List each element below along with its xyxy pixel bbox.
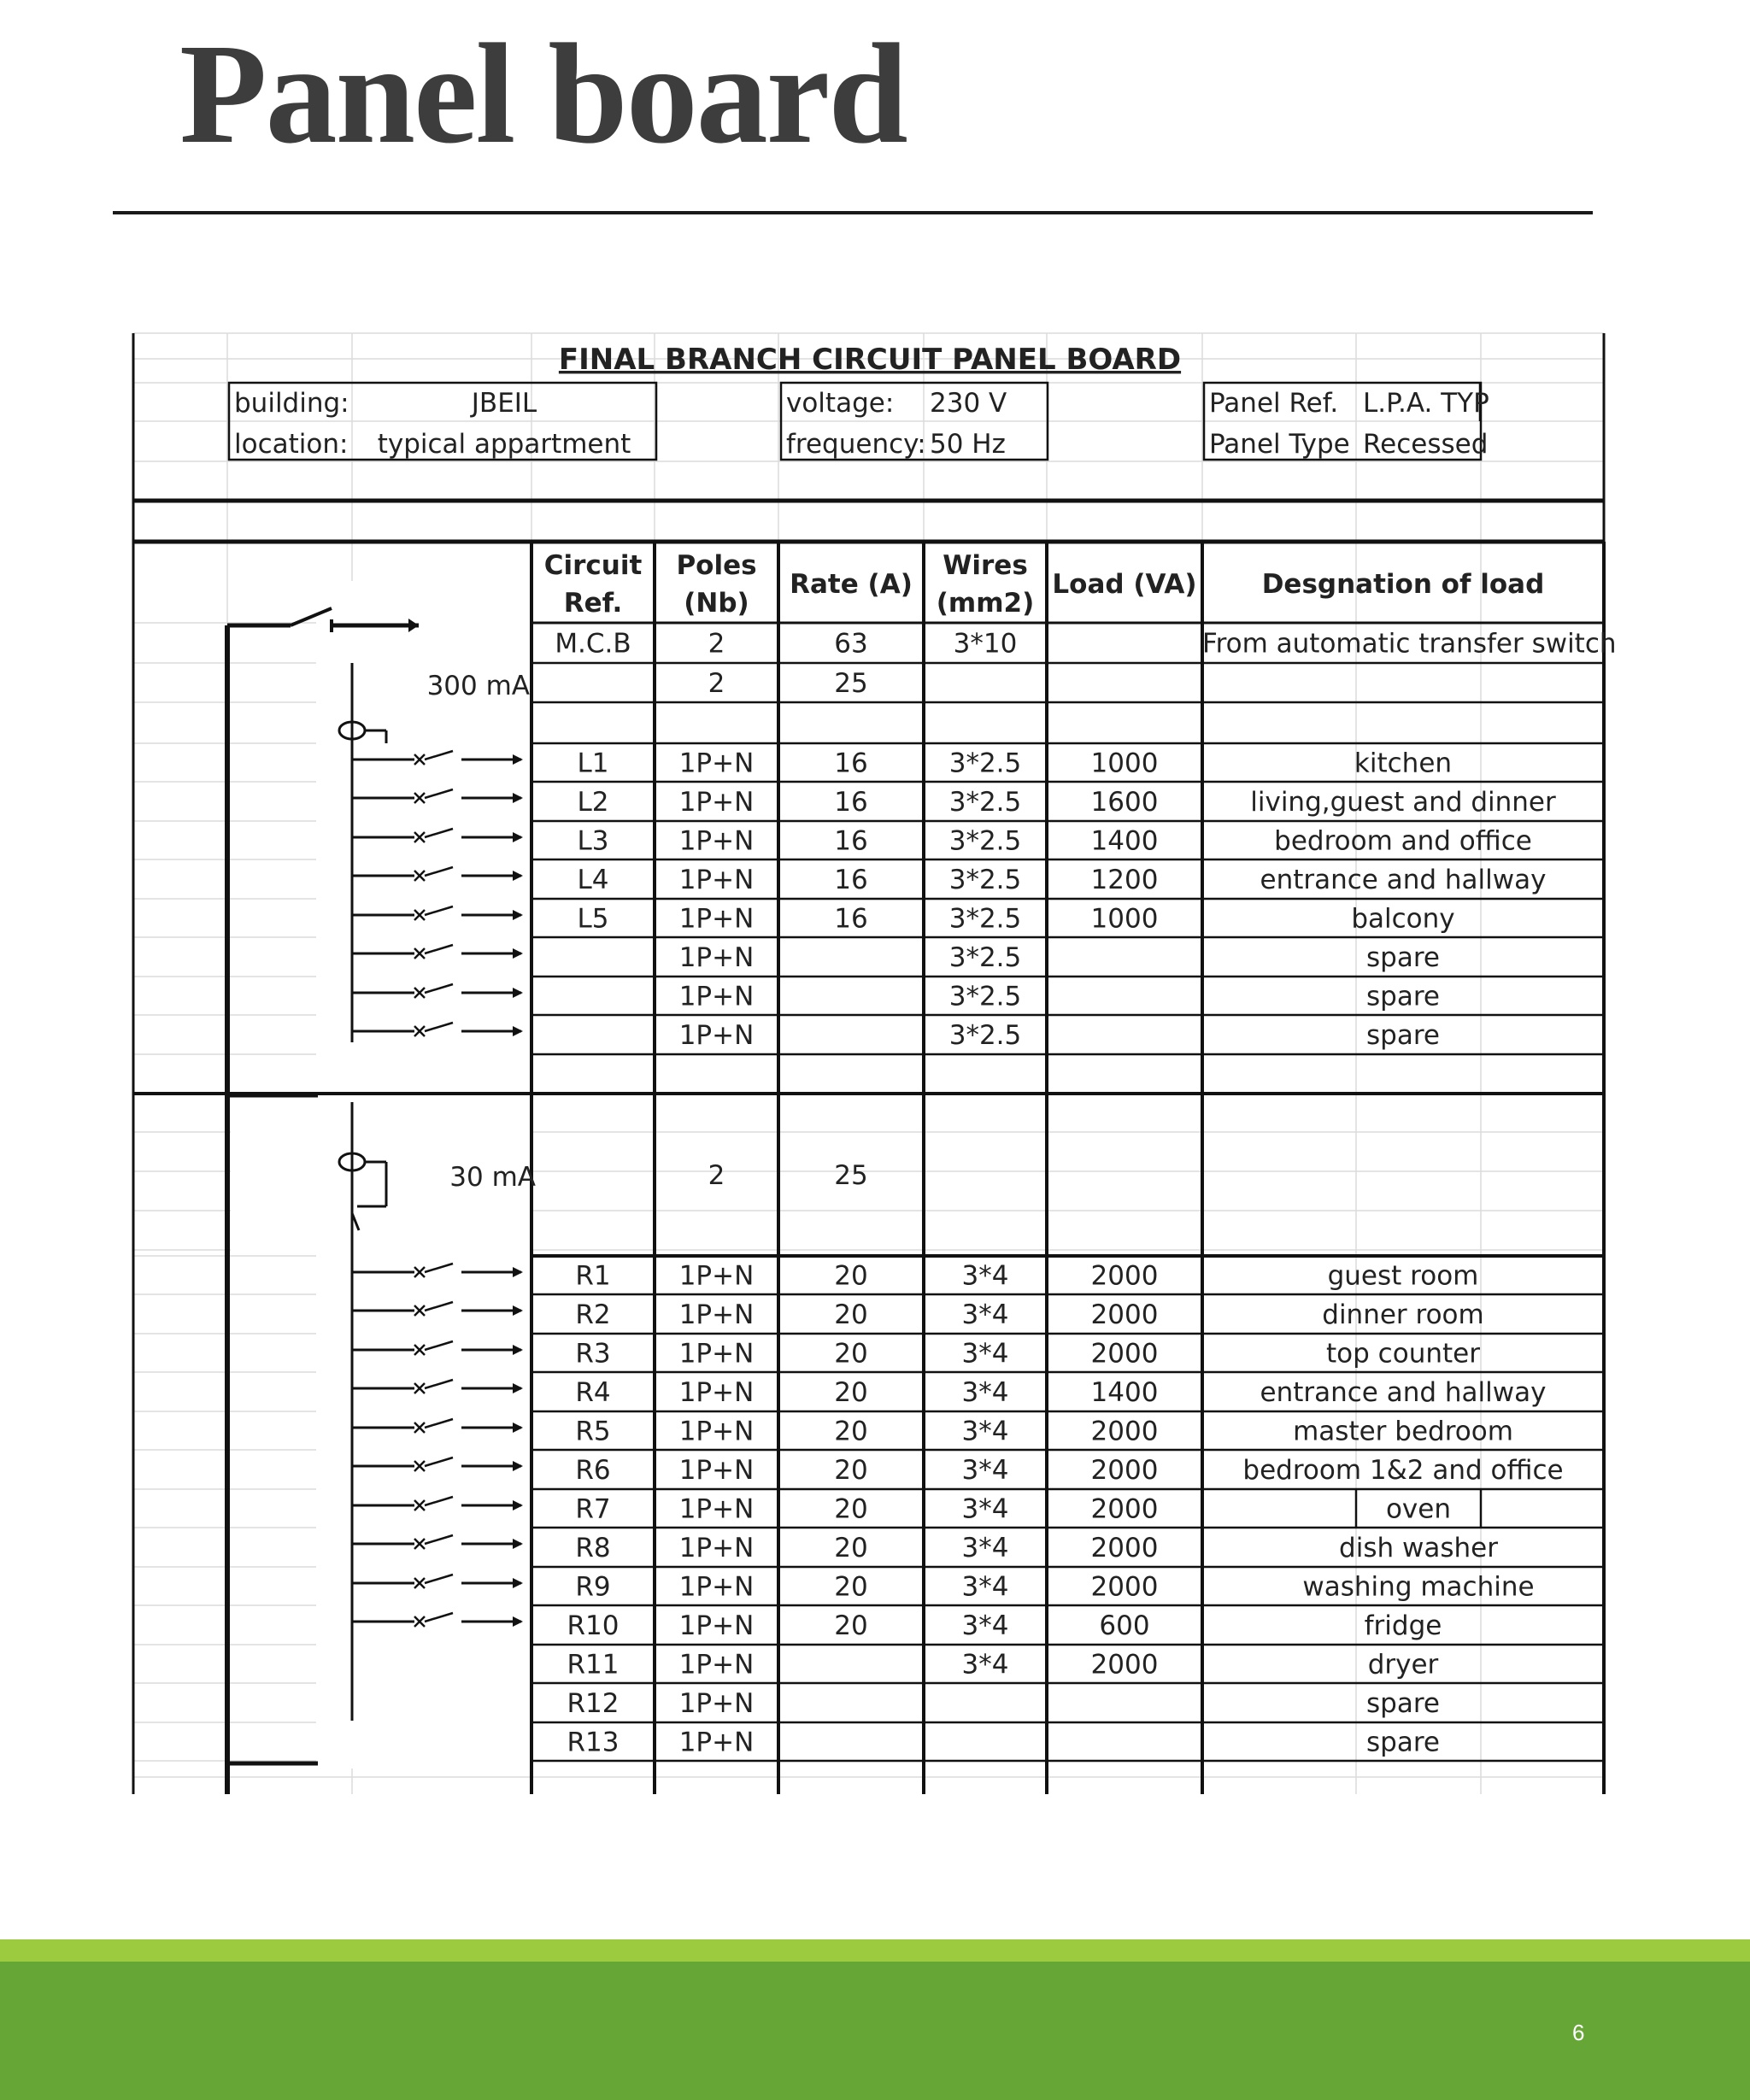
frequency-label: frequency: bbox=[786, 429, 926, 460]
footer-band-dark bbox=[0, 1962, 1750, 2100]
cell-wires: 3*2.5 bbox=[948, 825, 1022, 857]
panel-ref-label: Panel Ref. bbox=[1209, 388, 1339, 419]
cell-desc: spare bbox=[1366, 981, 1440, 1012]
rcd-300-label: 300 mA bbox=[426, 671, 530, 701]
cell-rate: 16 bbox=[834, 825, 868, 857]
cell-rate: 20 bbox=[834, 1571, 868, 1603]
cell-rate: 20 bbox=[834, 1493, 868, 1525]
cell-load: 2000 bbox=[1090, 1338, 1159, 1370]
cell-load: 1400 bbox=[1090, 825, 1159, 857]
column-header: Load (VA) bbox=[1052, 569, 1197, 600]
voltage-label: voltage: bbox=[786, 388, 895, 419]
cell-ref: R4 bbox=[575, 1377, 611, 1408]
cell-wires: 3*4 bbox=[961, 1416, 1009, 1447]
frequency-value: 50 Hz bbox=[930, 429, 1006, 460]
cell-rate: 16 bbox=[834, 787, 868, 818]
cell-desc: oven bbox=[1385, 1493, 1452, 1525]
cell-ref: R13 bbox=[567, 1727, 620, 1758]
cell-rate: 20 bbox=[834, 1416, 868, 1447]
cell-poles: 1P+N bbox=[678, 1610, 755, 1641]
column-header: Circuit bbox=[543, 550, 643, 581]
cell-desc: entrance and hallway bbox=[1260, 865, 1547, 895]
column-header: Rate (A) bbox=[790, 569, 913, 600]
cell-wires: 3*4 bbox=[961, 1533, 1009, 1563]
cell-load: 1000 bbox=[1090, 903, 1159, 935]
cell-desc: From automatic transfer switch bbox=[1202, 628, 1617, 660]
cell-desc: entrance and hallway bbox=[1260, 1377, 1547, 1408]
cell-rate: 20 bbox=[834, 1377, 868, 1408]
voltage-value: 230 V bbox=[930, 388, 1007, 419]
cell-poles: 1P+N bbox=[678, 1455, 755, 1486]
cell-poles: 1P+N bbox=[678, 1338, 755, 1370]
cell-desc: spare bbox=[1366, 942, 1440, 973]
cell-rate: 20 bbox=[834, 1610, 868, 1641]
cell-rate: 25 bbox=[834, 668, 868, 699]
cell-poles: 2 bbox=[708, 668, 725, 699]
cell-poles: 1P+N bbox=[678, 1493, 755, 1525]
cell-poles: 2 bbox=[708, 1160, 725, 1191]
column-header: Ref. bbox=[563, 588, 623, 619]
cell-wires: 3*2.5 bbox=[948, 981, 1022, 1012]
cell-desc: kitchen bbox=[1354, 748, 1453, 779]
cell-rate: 20 bbox=[834, 1260, 868, 1292]
cell-rate: 20 bbox=[834, 1533, 868, 1563]
cell-desc: dryer bbox=[1367, 1649, 1439, 1681]
slide-title: Panel board bbox=[179, 15, 907, 173]
cell-ref: R6 bbox=[575, 1455, 611, 1486]
cell-poles: 1P+N bbox=[678, 903, 755, 935]
cell-poles: 1P+N bbox=[678, 1416, 755, 1447]
column-header: (Nb) bbox=[684, 588, 749, 619]
cell-wires: 3*4 bbox=[961, 1493, 1009, 1525]
cell-ref: R2 bbox=[575, 1299, 611, 1330]
cell-poles: 1P+N bbox=[678, 1688, 755, 1719]
cell-desc: living,guest and dinner bbox=[1250, 787, 1556, 818]
cell-desc: dinner room bbox=[1322, 1299, 1484, 1330]
cell-rate: 16 bbox=[834, 903, 868, 935]
cell-ref: M.C.B bbox=[555, 628, 631, 660]
cell-ref: R11 bbox=[567, 1649, 620, 1681]
cell-load: 2000 bbox=[1090, 1260, 1159, 1292]
cell-wires: 3*4 bbox=[961, 1455, 1009, 1486]
cell-ref: R8 bbox=[575, 1533, 611, 1563]
cell-ref: L1 bbox=[577, 748, 609, 779]
cell-wires: 3*2.5 bbox=[948, 903, 1022, 935]
footer-band-light bbox=[0, 1939, 1750, 1962]
cell-wires: 3*2.5 bbox=[948, 1020, 1022, 1051]
cell-ref: R5 bbox=[575, 1416, 611, 1447]
cell-wires: 3*2.5 bbox=[948, 748, 1022, 779]
cell-desc: bedroom and office bbox=[1274, 825, 1532, 857]
cell-ref: R10 bbox=[567, 1610, 620, 1641]
cell-rate: 20 bbox=[834, 1455, 868, 1486]
cell-poles: 1P+N bbox=[678, 825, 755, 857]
cell-load: 2000 bbox=[1090, 1416, 1159, 1447]
column-header: Wires bbox=[943, 550, 1028, 581]
cell-poles: 1P+N bbox=[678, 1571, 755, 1603]
cell-wires: 3*4 bbox=[961, 1338, 1009, 1370]
cell-desc: master bedroom bbox=[1293, 1416, 1513, 1447]
cell-load: 600 bbox=[1099, 1610, 1150, 1641]
cell-poles: 1P+N bbox=[678, 1260, 755, 1292]
column-header: (mm2) bbox=[936, 588, 1035, 619]
cell-load: 1600 bbox=[1090, 787, 1159, 818]
cell-wires: 3*4 bbox=[961, 1571, 1009, 1603]
column-header: Desgnation of load bbox=[1261, 569, 1545, 600]
cell-poles: 1P+N bbox=[678, 1533, 755, 1563]
cell-load: 2000 bbox=[1090, 1571, 1159, 1603]
cell-ref: R9 bbox=[575, 1571, 611, 1603]
cell-wires: 3*2.5 bbox=[948, 787, 1022, 818]
page-number: 6 bbox=[1572, 2020, 1585, 2045]
cell-poles: 1P+N bbox=[678, 865, 755, 895]
cell-ref: L2 bbox=[577, 787, 609, 818]
cell-load: 1000 bbox=[1090, 748, 1159, 779]
cell-wires: 3*10 bbox=[953, 628, 1018, 660]
cell-rate: 16 bbox=[834, 865, 868, 895]
cell-wires: 3*2.5 bbox=[948, 942, 1022, 973]
panel-type-label: Panel Type bbox=[1209, 429, 1350, 460]
cell-load: 1200 bbox=[1090, 865, 1159, 895]
building-label: building: bbox=[234, 388, 349, 419]
location-label: location: bbox=[234, 429, 349, 460]
cell-poles: 1P+N bbox=[678, 981, 755, 1012]
cell-wires: 3*4 bbox=[961, 1649, 1009, 1681]
cell-load: 2000 bbox=[1090, 1533, 1159, 1563]
cell-poles: 1P+N bbox=[678, 787, 755, 818]
cell-load: 2000 bbox=[1090, 1455, 1159, 1486]
cell-ref: R1 bbox=[575, 1260, 611, 1292]
cell-rate: 25 bbox=[834, 1160, 868, 1191]
cell-desc: fridge bbox=[1364, 1610, 1442, 1641]
cell-load: 2000 bbox=[1090, 1493, 1159, 1525]
panel-ref-value: L.P.A. TYP bbox=[1363, 388, 1489, 419]
cell-rate: 63 bbox=[834, 628, 868, 660]
cell-wires: 3*4 bbox=[961, 1299, 1009, 1330]
cell-ref: R12 bbox=[567, 1688, 620, 1719]
cell-desc: dish washer bbox=[1339, 1533, 1498, 1563]
cell-desc: spare bbox=[1366, 1020, 1440, 1051]
cell-wires: 3*4 bbox=[961, 1377, 1009, 1408]
cell-load: 1400 bbox=[1090, 1377, 1159, 1408]
column-header: Poles bbox=[676, 550, 757, 581]
cell-desc: top counter bbox=[1326, 1338, 1480, 1370]
cell-ref: L5 bbox=[577, 903, 609, 935]
rcd-30-label: 30 mA bbox=[449, 1162, 536, 1193]
cell-poles: 1P+N bbox=[678, 1020, 755, 1051]
cell-ref: L3 bbox=[577, 825, 609, 857]
cell-desc: guest room bbox=[1327, 1260, 1479, 1292]
cell-ref: R7 bbox=[575, 1493, 611, 1525]
cell-load: 2000 bbox=[1090, 1299, 1159, 1330]
cell-poles: 1P+N bbox=[678, 942, 755, 973]
cell-desc: washing machine bbox=[1302, 1571, 1535, 1603]
cell-desc: balcony bbox=[1351, 903, 1455, 935]
cell-desc: bedroom 1&2 and office bbox=[1242, 1455, 1564, 1486]
cell-ref: L4 bbox=[577, 865, 609, 895]
cell-wires: 3*4 bbox=[961, 1610, 1009, 1641]
cell-ref: R3 bbox=[575, 1338, 611, 1370]
panel-heading: FINAL BRANCH CIRCUIT PANEL BOARD bbox=[558, 343, 1182, 377]
location-value: typical appartment bbox=[377, 429, 631, 460]
cell-wires: 3*4 bbox=[961, 1260, 1009, 1292]
cell-load: 2000 bbox=[1090, 1649, 1159, 1681]
cell-poles: 1P+N bbox=[678, 1649, 755, 1681]
panel-type-value: Recessed bbox=[1363, 429, 1489, 460]
cell-poles: 1P+N bbox=[678, 1377, 755, 1408]
cell-poles: 1P+N bbox=[678, 1727, 755, 1758]
cell-rate: 20 bbox=[834, 1338, 868, 1370]
cell-wires: 3*2.5 bbox=[948, 865, 1022, 895]
cell-desc: spare bbox=[1366, 1688, 1440, 1719]
cell-poles: 2 bbox=[708, 628, 725, 660]
cell-rate: 20 bbox=[834, 1299, 868, 1330]
cell-desc: spare bbox=[1366, 1727, 1440, 1758]
cell-rate: 16 bbox=[834, 748, 868, 779]
building-value: JBEIL bbox=[471, 388, 537, 419]
cell-poles: 1P+N bbox=[678, 1299, 755, 1330]
cell-poles: 1P+N bbox=[678, 748, 755, 779]
